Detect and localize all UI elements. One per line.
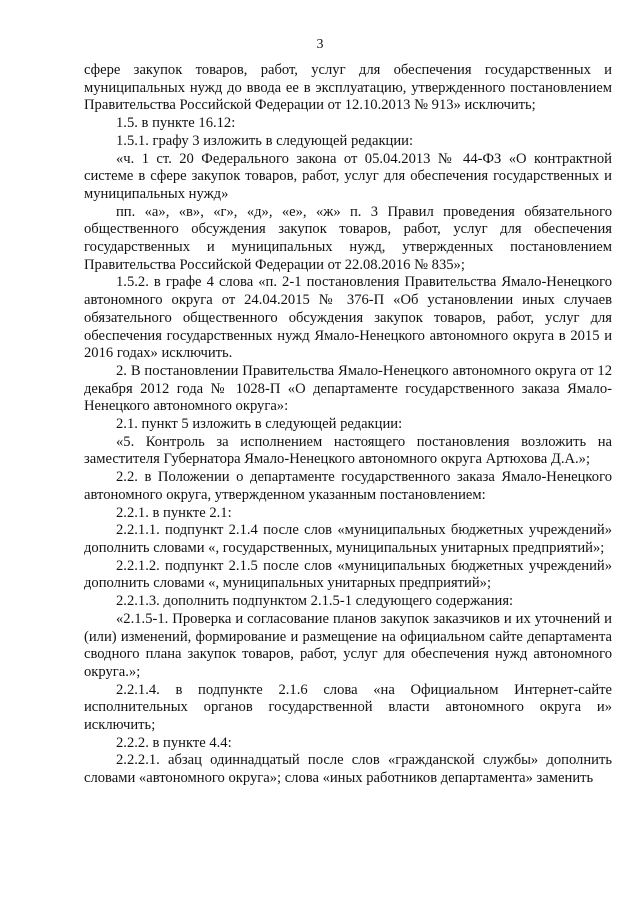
paragraph: 2. В постановлении Правительства Ямало-Ненецкого автономного округа от 12 декабря 2012 года № 1028-П «О департаменте государственного заказа Ямало-Ненецкого автономного округа»:: [84, 362, 612, 415]
paragraph: 2.1. пункт 5 изложить в следующей редакции:: [116, 416, 403, 433]
paragraph: 2.2.1. в пункте 2.1:: [116, 504, 232, 521]
document-body: [84, 62, 612, 788]
paragraph: 2.2.1.3. дополнить подпунктом 2.1.5-1 следующего содержания:: [116, 593, 514, 610]
paragraph: 1.5. в пункте 16.12:: [116, 115, 236, 132]
page-number: 3: [316, 37, 324, 52]
paragraph: 2.2. в Положении о департаменте государственного заказа Ямало-Ненецкого автономного округа, утвержденном указанным постановлением:: [84, 469, 612, 503]
paragraph: 2.2.1.1. подпункт 2.1.4 после слов «муниципальных бюджетных учреждений» дополнить словами «, государственных, муниципальных унитарных предприятий»;: [84, 522, 612, 556]
paragraph: пп. «а», «в», «г», «д», «е», «ж» п. 3 Правил проведения обязательного общественного обсуждения закупок товаров, работ, услуг для обеспечения государственных и муниципальных нужд, утвержденных постановлением Правительства Российской Федерации от 22.08.2016 № 835»;: [84, 203, 612, 273]
paragraph: 1.5.1. графу 3 изложить в следующей редакции:: [116, 132, 414, 149]
paragraph: «5. Контроль за исполнением настоящего постановления возложить на заместителя Губернатора Ямало-Ненецкого автономного округа Артюхова Д.А.»;: [84, 433, 612, 468]
paragraph: 1.5.2. в графе 4 слова «п. 2-1 постановления Правительства Ямало-Ненецкого автономного округа от 24.04.2015 № 376-П «Об установлении иных случаев обязательного общественного обсуждения закупок товаров, работ, услуг для обеспечения государственных нужд Ямало-Ненецкого автономного округа в 2015 и 2016 годах» исключить.: [84, 274, 612, 362]
paragraph: «ч. 1 ст. 20 Федерального закона от 05.04.2013 № 44-ФЗ «О контрактной системе в сфере закупок товаров, работ, услуг для обеспечения государственных и муниципальных нужд»: [84, 150, 612, 202]
paragraph: 2.2.2.1. абзац одиннадцатый после слов «гражданской службы» дополнить словами «автономного округа»; слова «иных работников департамента» заменить: [84, 752, 612, 787]
paragraph: сфере закупок товаров, работ, услуг для обеспечения государственных и муниципальных нужд до ввода ее в эксплуатацию, утвержденного постановлением Правительства Российской Федерации от 12.10.2013 № 913» исключить;: [84, 62, 612, 114]
paragraph: 2.2.1.4. в подпункте 2.1.6 слова «на Официальном Интернет-сайте исполнительных органов государственной власти автономного округа и» исключить;: [84, 681, 612, 734]
paragraph: 2.2.2. в пункте 4.4:: [116, 734, 232, 751]
paragraph: 2.2.1.2. подпункт 2.1.5 после слов «муниципальных бюджетных учреждений» дополнить словами «, муниципальных унитарных предприятий»;: [84, 557, 612, 592]
paragraph: «2.1.5-1. Проверка и согласование планов закупок заказчиков и их уточнений и (или) изменений, формирование и размещение на официальном сайте департамента сводного плана закупок товаров, работ, услуг для обеспечения нужд автономного округа.»;: [84, 610, 612, 680]
